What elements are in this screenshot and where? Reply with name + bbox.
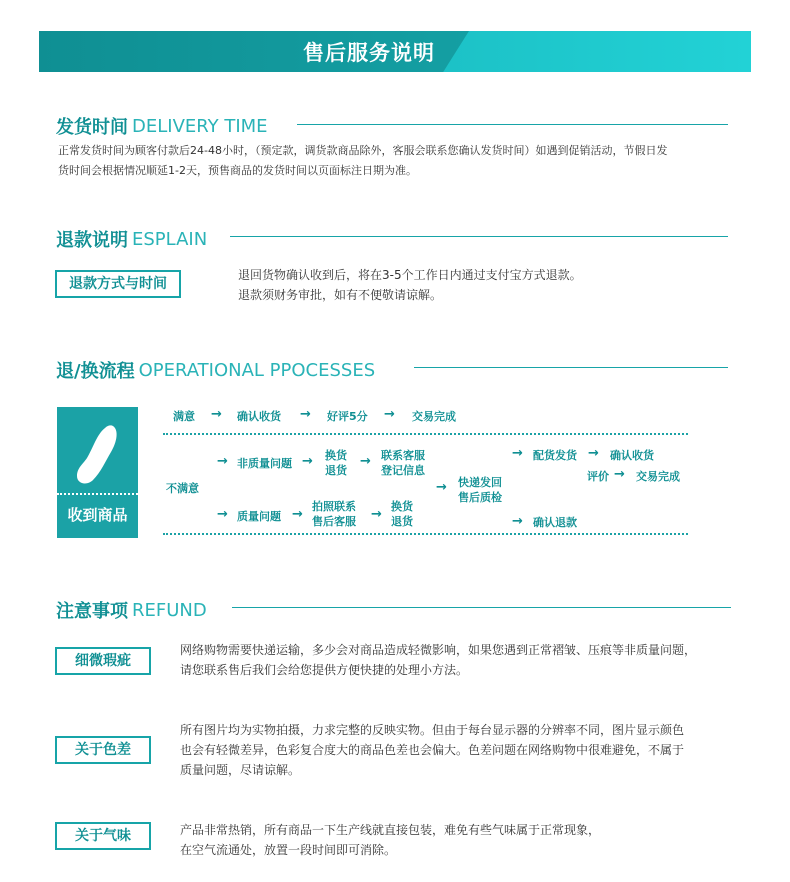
- refund-title-cn: 退款说明: [56, 230, 128, 251]
- notice-title-cn: 注意事项: [56, 601, 128, 622]
- delivery-title-cn: 发货时间: [56, 117, 128, 138]
- received-goods-tag: [57, 407, 138, 538]
- refund-divider: [230, 236, 728, 237]
- process-title-cn: 退/换流程: [56, 361, 135, 382]
- flow-deal-complete: 交易完成: [412, 410, 456, 423]
- flow-contact-a: 联系客服: [381, 449, 425, 462]
- flow-exchange-2: 换货: [391, 500, 413, 513]
- notice-color-line-1: 所有图片均为实物拍摄，力求完整的反映实物。但由于每台显示器的分辨率不同，图片显示颜色: [180, 723, 685, 737]
- flow-contact-b: 登记信息: [381, 464, 425, 477]
- notice-smell-line-2: 在空气流通处，放置一段时间即可消除。: [180, 843, 397, 857]
- flow-dotted-line-bottom: [163, 533, 688, 535]
- flow-confirm-receipt-2: 确认收货: [610, 449, 654, 462]
- flow-exchange-1: 换货: [325, 449, 347, 462]
- flow-return-2: 退货: [391, 515, 413, 528]
- flow-arrow: →: [211, 407, 222, 422]
- tag-dotted-divider: [57, 493, 138, 495]
- delivery-line-1: 正常发货时间为顾客付款后24-48小时，（预定款，调货款商品除外，客服会联系您确认发货时间）如遇到促销活动，节假日发: [58, 144, 668, 157]
- notice-color-line-3: 质量问题，尽请谅解。: [180, 763, 301, 777]
- flow-exchange-return-1: [325, 448, 347, 478]
- flow-deal-complete-2: 交易完成: [636, 470, 680, 483]
- flow-exchange-return-2: [391, 499, 413, 529]
- refund-line-1: 退回货物确认收到后，将在3-5个工作日内通过支付宝方式退款。: [238, 268, 582, 282]
- delivery-title-en: DELIVERY TIME: [132, 115, 268, 137]
- notice-text-flaw: [180, 640, 740, 680]
- refund-line-2: 退款须财务审批，如有不便敬请谅解。: [238, 288, 443, 302]
- page-title: 售后服务说明: [303, 41, 435, 65]
- flow-arrow: →: [217, 454, 228, 469]
- process-title-en: OPERATIONAL PPOCESSES: [138, 359, 376, 381]
- flow-review: 评价: [587, 470, 609, 483]
- notice-text-smell: [180, 820, 740, 860]
- flow-express-b: 售后质检: [458, 491, 502, 504]
- refund-title-en: ESPLAIN: [132, 228, 208, 250]
- flow-express-a: 快递发回: [458, 476, 502, 489]
- notice-title-en: REFUND: [132, 599, 207, 621]
- flow-return-1: 退货: [325, 464, 347, 477]
- flow-arrow: →: [588, 446, 599, 461]
- flow-confirm-receipt: 确认收货: [237, 410, 281, 423]
- flow-arrow: →: [371, 507, 382, 522]
- flow-arrow: →: [360, 454, 371, 469]
- delivery-section-title: [56, 113, 268, 139]
- flow-ship: 配货发货: [533, 449, 577, 462]
- flow-photo-a: 拍照联系: [312, 500, 356, 513]
- delivery-divider: [297, 124, 728, 125]
- flow-arrow: →: [512, 514, 523, 529]
- flow-arrow: →: [292, 507, 303, 522]
- notice-label-color: 关于色差: [55, 736, 151, 764]
- flow-non-quality-issue: 非质量问题: [237, 457, 292, 470]
- shoe-insole-icon: [73, 422, 121, 486]
- header-banner: [39, 31, 751, 72]
- notice-text-color: [180, 720, 740, 780]
- flow-confirm-refund: 确认退款: [533, 516, 577, 529]
- delivery-text: [58, 141, 738, 181]
- flow-arrow: →: [512, 446, 523, 461]
- flow-express-back: [458, 475, 502, 505]
- process-section-title: [56, 357, 375, 383]
- notice-label-smell: 关于气味: [55, 822, 151, 850]
- notice-label-flaw: 细微瑕疵: [55, 647, 151, 675]
- notice-color-line-2: 也会有轻微差异，色彩复合度大的商品色差也会偏大。色差问题在网络购物中很难避免，不属于: [180, 743, 685, 757]
- flow-arrow: →: [300, 407, 311, 422]
- flow-photo-b: 售后客服: [312, 515, 356, 528]
- flow-arrow: →: [614, 467, 625, 482]
- flow-contact-service: [381, 448, 425, 478]
- delivery-line-2: 货时间会根据情况顺延1-2天，预售商品的发货时间以页面标注日期为准。: [58, 164, 417, 177]
- flow-satisfied: 满意: [173, 410, 195, 423]
- notice-flaw-line-2: 请您联系售后我们会给您提供方便快捷的处理小方法。: [180, 663, 469, 677]
- refund-section-title: [56, 226, 207, 252]
- notice-flaw-line-1: 网络购物需要快递运输，多少会对商品造成轻微影响，如果您遇到正常褶皱、压痕等非质量问题，: [180, 643, 697, 657]
- flow-unsatisfied: 不满意: [166, 482, 199, 495]
- received-goods-label: 收到商品: [67, 506, 128, 524]
- flow-good-review: 好评5分: [327, 410, 368, 423]
- flow-quality-issue: 质量问题: [237, 510, 281, 523]
- notice-smell-line-1: 产品非常热销，所有商品一下生产线就直接包装，难免有些气味属于正常现象，: [180, 823, 601, 837]
- flow-arrow: →: [384, 407, 395, 422]
- flow-dotted-line-top: [163, 433, 688, 435]
- flow-arrow: →: [217, 507, 228, 522]
- refund-method-label: 退款方式与时间: [55, 270, 181, 298]
- notice-section-title: [56, 597, 207, 623]
- flow-arrow: →: [436, 480, 447, 495]
- refund-text: [238, 265, 658, 305]
- process-divider: [414, 367, 728, 368]
- flow-photo-contact: [312, 499, 356, 529]
- notice-divider: [232, 607, 731, 608]
- flow-arrow: →: [302, 454, 313, 469]
